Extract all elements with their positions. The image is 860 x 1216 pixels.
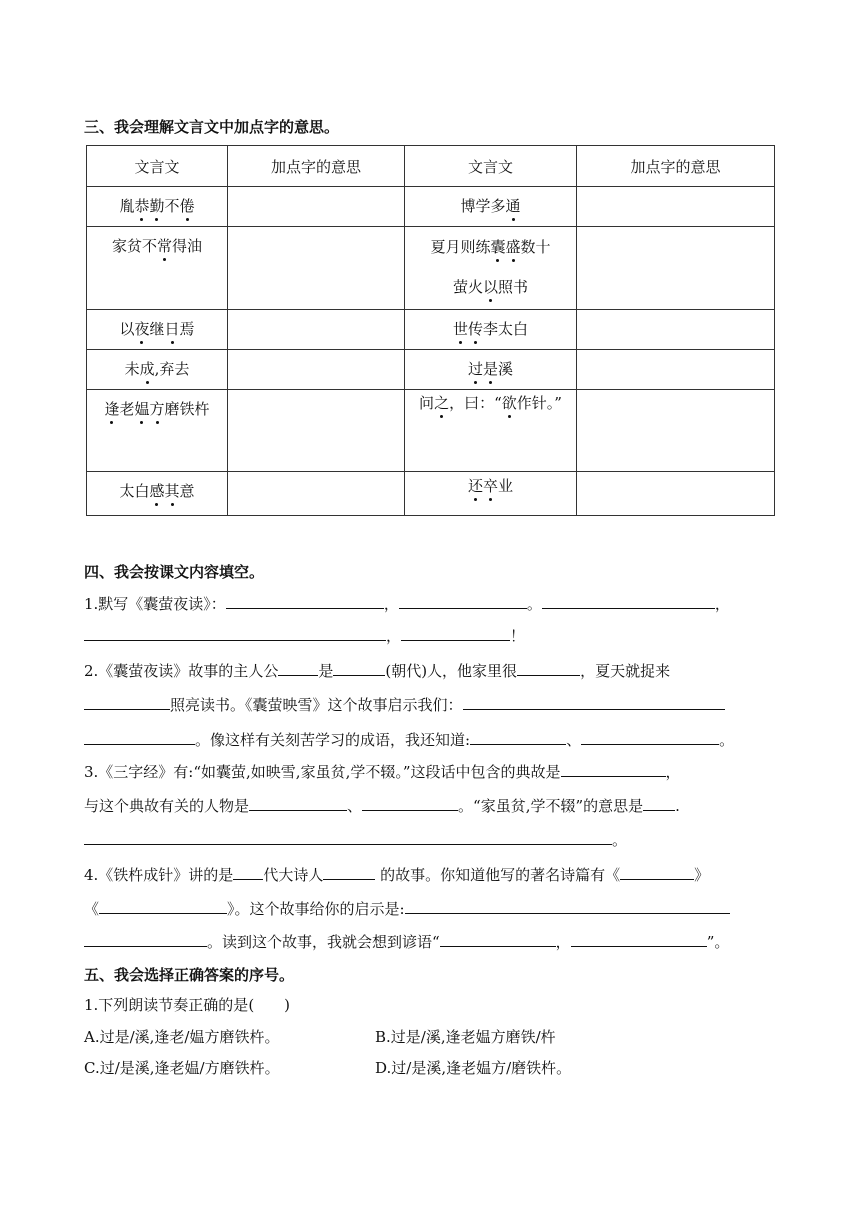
blank[interactable] bbox=[517, 660, 580, 676]
answer-cell[interactable] bbox=[228, 350, 405, 390]
q4-line3: 。读到这个故事，我就会想到谚语“ ， ”。 bbox=[84, 931, 729, 952]
header-meaning-2: 加点字的意思 bbox=[577, 146, 775, 187]
option-b[interactable]: B.过是/溪,逢老媪方磨铁/杵 bbox=[375, 1028, 556, 1046]
section5-title: 五、我会选择正确答案的序号。 bbox=[84, 966, 295, 984]
blank[interactable] bbox=[561, 761, 666, 777]
answer-cell[interactable] bbox=[228, 310, 405, 350]
blank[interactable] bbox=[249, 795, 347, 811]
q2-line1: 2.《囊萤夜读》故事的主人公 是 (朝代)人，他家里很 ，夏天就捉来 bbox=[84, 662, 671, 680]
q4-line2: 《 》。这个故事给你的启示是: bbox=[84, 898, 730, 919]
blank[interactable] bbox=[323, 864, 375, 880]
option-c[interactable]: C.过/是溪,逢老媪/方磨铁杵。 bbox=[84, 1059, 280, 1077]
blank[interactable] bbox=[333, 660, 385, 676]
row4-left-text: 未成,弃去 bbox=[124, 360, 190, 378]
q1-line1: 1.默写《囊萤夜读》： ， 。 ， bbox=[84, 595, 730, 613]
blank[interactable] bbox=[84, 829, 612, 845]
blank[interactable] bbox=[233, 864, 263, 880]
answer-cell[interactable] bbox=[577, 187, 775, 227]
q1-label: 1.默写《囊萤夜读》： bbox=[84, 595, 226, 613]
header-classical-text-1: 文言文 bbox=[87, 146, 228, 187]
q2-line3: 。像这样有关刻苦学习的成语，我还知道: 、 。 bbox=[84, 729, 734, 750]
classical-chinese-table bbox=[86, 145, 775, 516]
blank[interactable] bbox=[440, 931, 556, 947]
q4-line1: 4.《铁杵成针》讲的是 代大诗人 的故事。你知道他写的著名诗篇有《 》 bbox=[84, 866, 710, 884]
blank[interactable] bbox=[84, 625, 386, 641]
answer-cell[interactable] bbox=[228, 187, 405, 227]
row6-right-text: 还卒业 bbox=[467, 477, 514, 495]
q2-line2: 照亮读书。《囊萤映雪》这个故事启示我们： bbox=[84, 694, 725, 715]
q1-line2: ， ！ bbox=[84, 625, 525, 646]
table-row bbox=[87, 390, 775, 472]
table-header-row bbox=[87, 146, 775, 187]
blank[interactable] bbox=[620, 864, 694, 880]
row3-left-text: 以夜继日焉 bbox=[119, 320, 195, 338]
blank[interactable] bbox=[362, 795, 458, 811]
answer-cell[interactable] bbox=[577, 472, 775, 516]
blank[interactable] bbox=[278, 660, 318, 676]
row5-left-text: 逢老媪方磨铁杵 bbox=[104, 400, 210, 418]
row2-left-text: 家贫不常得油 bbox=[111, 237, 203, 255]
blank[interactable] bbox=[399, 593, 527, 609]
table-row bbox=[87, 472, 775, 516]
row2-right-text: 夏月则练囊盛数十 萤火以照书 bbox=[430, 238, 551, 296]
header-classical-text-2: 文言文 bbox=[405, 146, 577, 187]
answer-cell[interactable] bbox=[228, 390, 405, 472]
option-d[interactable]: D.过/是溪,逢老媪方/磨铁杵。 bbox=[375, 1059, 572, 1077]
row1-right-text: 博学多通 bbox=[460, 197, 521, 215]
row4-right-text: 过是溪 bbox=[467, 360, 514, 378]
blank[interactable] bbox=[84, 694, 170, 710]
q3-line1: 3.《三字经》有:“如囊萤,如映雪,家虽贫,学不辍。”这段话中包含的典故是 ， bbox=[84, 763, 681, 781]
section4-title: 四、我会按课文内容填空。 bbox=[84, 563, 265, 581]
blank[interactable] bbox=[463, 694, 725, 710]
answer-cell[interactable] bbox=[577, 350, 775, 390]
blank[interactable] bbox=[401, 625, 510, 641]
answer-cell[interactable] bbox=[228, 227, 405, 310]
mc-question-1: 1.下列朗读节奏正确的是( ) bbox=[84, 996, 291, 1014]
blank[interactable] bbox=[84, 931, 207, 947]
blank[interactable] bbox=[643, 795, 675, 811]
row1-left-text: 胤恭勤不倦 bbox=[119, 197, 195, 215]
table-row bbox=[87, 350, 775, 390]
blank[interactable] bbox=[581, 729, 719, 745]
section3-title: 三、我会理解文言文中加点字的意思。 bbox=[84, 118, 340, 136]
option-a[interactable]: A.过是/溪,逢老/媪方磨铁杵。 bbox=[84, 1028, 280, 1046]
table-row bbox=[87, 310, 775, 350]
blank[interactable] bbox=[405, 898, 730, 914]
table-row bbox=[87, 187, 775, 227]
blank[interactable] bbox=[470, 729, 566, 745]
answer-cell[interactable] bbox=[577, 227, 775, 310]
answer-cell[interactable] bbox=[577, 390, 775, 472]
blank[interactable] bbox=[226, 593, 384, 609]
blank[interactable] bbox=[84, 729, 195, 745]
row6-left-text: 太白感其意 bbox=[119, 482, 195, 500]
q3-line2: 与这个典故有关的人物是 、 。“家虽贫,学不辍”的意思是 . bbox=[84, 797, 680, 815]
row5-right-text: 问之，曰：“欲作针。” bbox=[419, 394, 562, 412]
blank[interactable] bbox=[571, 931, 707, 947]
header-meaning-1: 加点字的意思 bbox=[228, 146, 405, 187]
answer-cell[interactable] bbox=[228, 472, 405, 516]
row3-right-text: 世传李太白 bbox=[452, 320, 529, 338]
blank[interactable] bbox=[542, 593, 715, 609]
answer-cell[interactable] bbox=[577, 310, 775, 350]
q3-line3: 。 bbox=[84, 829, 627, 850]
blank[interactable] bbox=[99, 898, 227, 914]
table-row bbox=[87, 227, 775, 310]
